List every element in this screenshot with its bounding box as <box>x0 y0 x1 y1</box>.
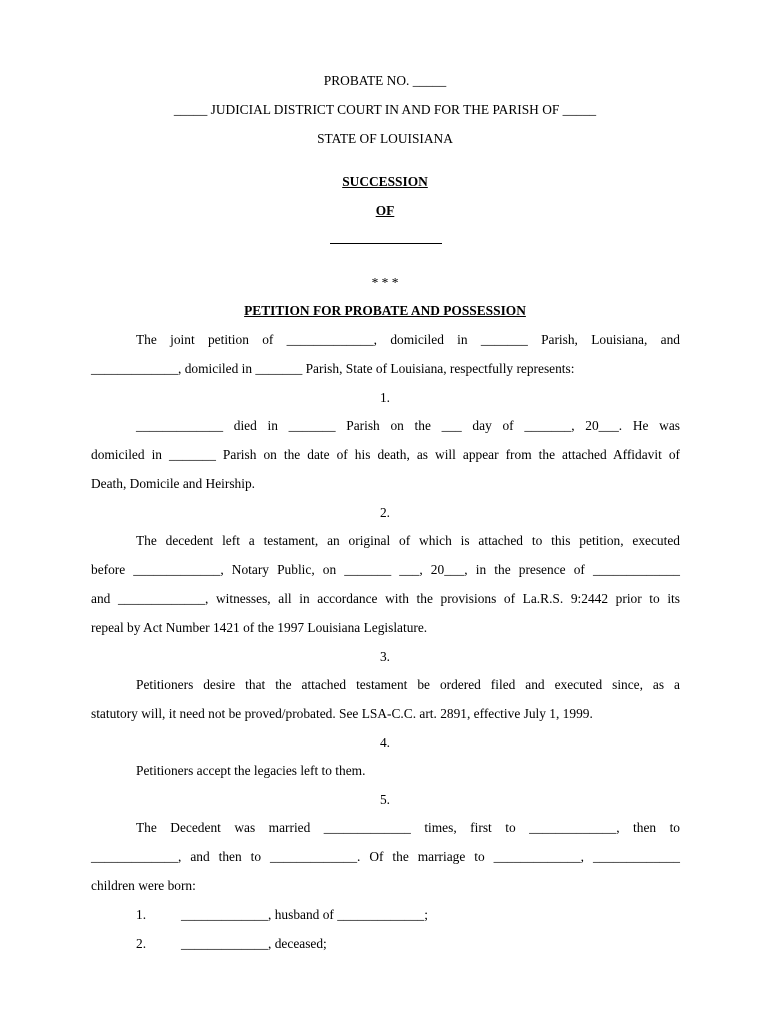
section-1-line-1: _____________ died in _______ Parish on the ___ day of _______, 20___. He was <box>136 418 680 433</box>
section-2-line-2: before _____________, Notary Public, on _______ ___, 20___, in the presence of _____________ <box>91 562 680 577</box>
intro-line-1: The joint petition of _____________, domiciled in _______ Parish, Louisiana, and <box>136 332 680 347</box>
section-5-line-3: children were born: <box>91 878 196 893</box>
section-4-line-1: Petitioners accept the legacies left to them. <box>136 763 366 778</box>
section-4-number: 4. <box>379 735 391 750</box>
petition-title: PETITION FOR PROBATE AND POSSESSION <box>244 303 526 318</box>
section-5-line-2: _____________, and then to _____________. Of the marriage to _____________, _____________ <box>91 849 680 864</box>
section-2-line-4: repeal by Act Number 1421 of the 1997 Louisiana Legislature. <box>91 620 428 635</box>
section-3-number: 3. <box>379 649 391 664</box>
child-1-text: _____________, husband of _____________; <box>181 907 428 922</box>
section-1-number: 1. <box>379 390 391 405</box>
succession-heading: SUCCESSION <box>342 174 428 189</box>
section-5-number: 5. <box>379 792 391 807</box>
state-name: STATE OF LOUISIANA <box>317 131 453 146</box>
section-3-line-1: Petitioners desire that the attached testament be ordered filed and executed since, as a <box>136 677 680 692</box>
child-2-text: _____________, deceased; <box>181 936 327 951</box>
section-1-line-3: Death, Domicile and Heirship. <box>91 476 255 491</box>
section-2-number: 2. <box>379 505 391 520</box>
court-name: _____ JUDICIAL DISTRICT COURT IN AND FOR THE PARISH OF _____ <box>173 102 597 117</box>
section-separator: * * * <box>371 275 399 290</box>
section-3-line-2: statutory will, it need not be proved/probated. See LSA-C.C. art. 2891, effective July 1, 1999. <box>91 706 593 721</box>
decedent-name-blank <box>330 243 442 244</box>
section-1-line-2: domiciled in _______ Parish on the date of his death, as will appear from the attached Affidavit of <box>91 447 680 462</box>
probate-number: PROBATE NO. _____ <box>323 73 447 88</box>
section-2-line-1: The decedent left a testament, an original of which is attached to this petition, executed <box>136 533 680 548</box>
section-5-line-1: The Decedent was married _____________ times, first to _____________, then to <box>136 820 680 835</box>
section-2-line-3: and _____________, witnesses, all in accordance with the provisions of La.R.S. 9:2442 prior to its <box>91 591 680 606</box>
intro-line-2: _____________, domiciled in _______ Parish, State of Louisiana, respectfully represents: <box>91 361 575 376</box>
child-2-number: 2. <box>136 936 147 951</box>
of-heading: OF <box>375 203 395 218</box>
child-1-number: 1. <box>136 907 147 922</box>
